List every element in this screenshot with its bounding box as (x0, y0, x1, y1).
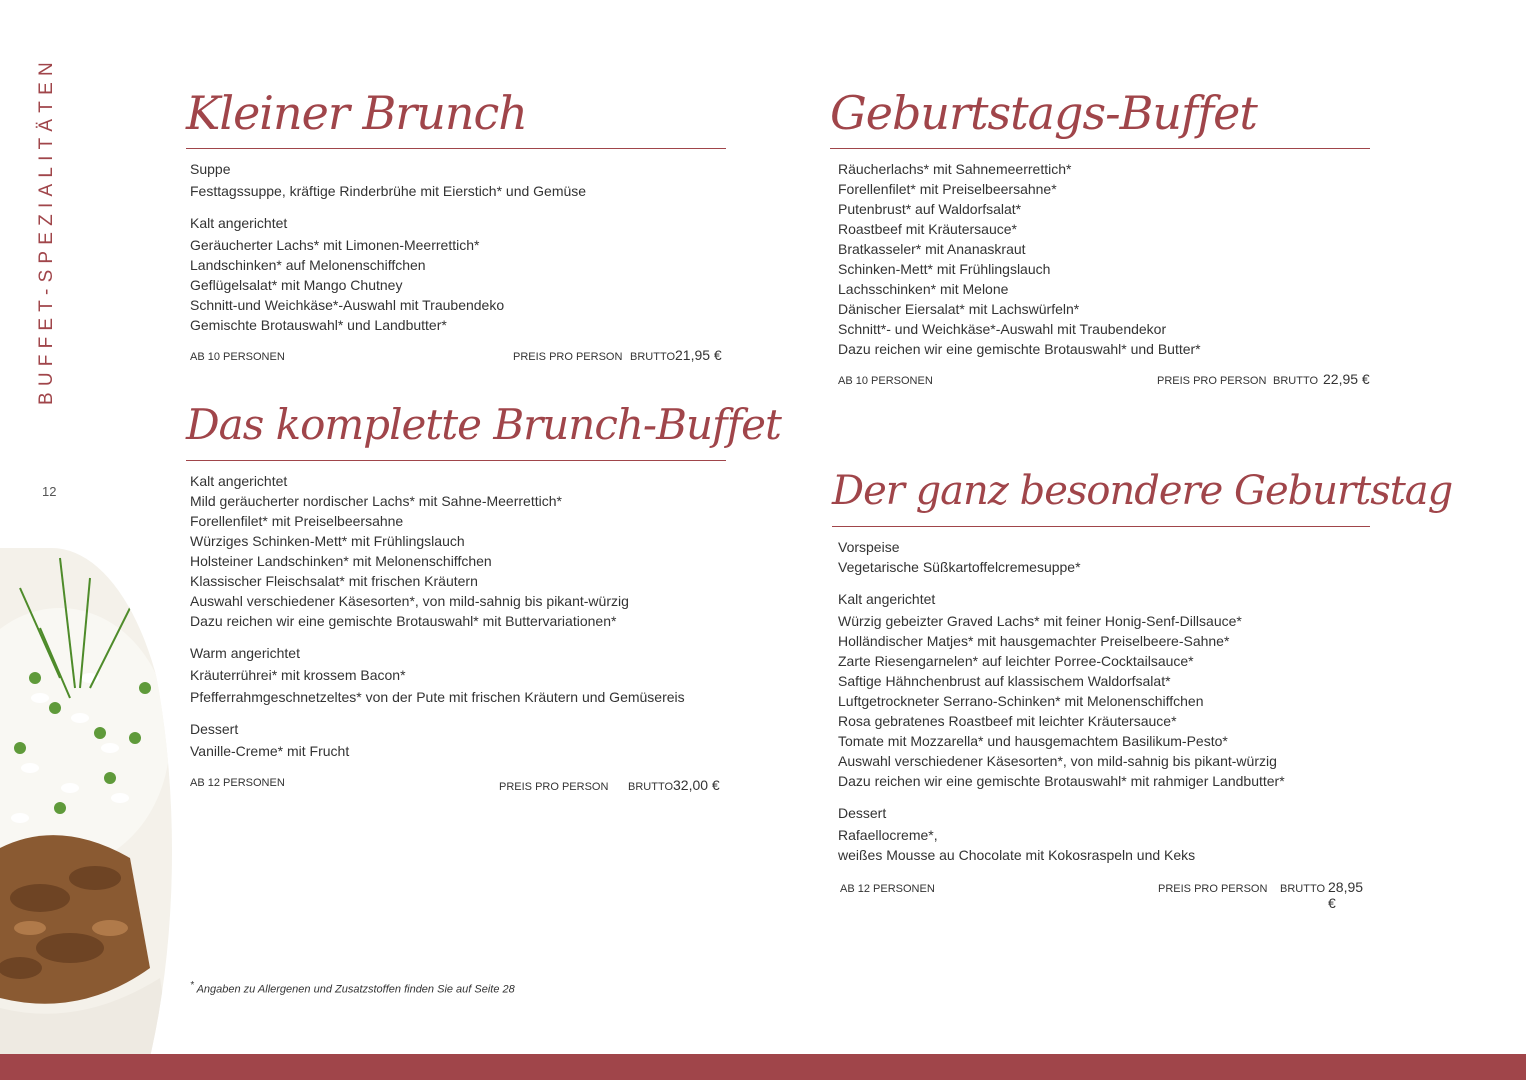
menu-item: Bratkasseler* mit Ananaskraut (838, 241, 1026, 257)
brutto-label: BRUTTO (1280, 883, 1326, 895)
menu-item: Gemischte Brotauswahl* und Landbutter* (190, 317, 447, 333)
menu-item: Dazu reichen wir eine gemischte Brotauswahl* mit rahmiger Landbutter* (838, 773, 1285, 789)
price-label: PREIS PRO PERSON (513, 351, 623, 363)
food-photo (0, 548, 172, 1054)
brutto-label: BRUTTO (1273, 375, 1319, 387)
menu-item: Dänischer Eiersalat* mit Lachswürfeln* (838, 301, 1080, 317)
menu-item: Forellenfilet* mit Preiselbeersahne* (838, 181, 1057, 197)
menu-item: Würziges Schinken-Mett* mit Frühlingslauch (190, 533, 465, 549)
menu-item: Roastbeef mit Kräutersauce* (838, 221, 1017, 237)
section-besonderer-geburtstag (832, 458, 1453, 911)
menu-item: Rosa gebratenes Roastbeef mit leichter Kräutersauce* (838, 713, 1177, 729)
price-amount: 22,95 € (1323, 371, 1370, 387)
price-row (190, 777, 726, 797)
menu-item: Forellenfilet* mit Preiselbeersahne (190, 513, 404, 529)
menu-item: Klassischer Fleischsalat* mit frischen Kräutern (190, 573, 478, 589)
menu-item: Vanille-Creme* mit Frucht (190, 743, 350, 759)
footnote-text: Angaben zu Allergenen und Zusatzstoffen finden Sie auf Seite 28 (196, 983, 515, 996)
section-title: Kleiner Brunch (186, 86, 527, 140)
bottom-bar (0, 1054, 1526, 1080)
menu-item: Zarte Riesengarnelen* auf leichter Porree-Cocktailsauce* (838, 653, 1194, 669)
menu-item: Räucherlachs* mit Sahnemeerrettich* (838, 161, 1072, 177)
category-heading: Vorspeise (838, 539, 900, 555)
brutto-label: BRUTTO (628, 781, 674, 793)
menu-item: Mild geräucherter nordischer Lachs* mit Sahne-Meerrettich* (190, 493, 562, 509)
menu-item: Luftgetrockneter Serrano-Schinken* mit Melonenschiffchen (838, 693, 1204, 709)
min-persons: AB 10 PERSONEN (190, 351, 285, 363)
side-title: BUFFET-SPEZIALITÄTEN (36, 56, 57, 405)
min-persons: AB 10 PERSONEN (838, 375, 933, 387)
price-row (190, 347, 726, 367)
section-brunch-buffet (186, 392, 781, 797)
menu-item: Holsteiner Landschinken* mit Melonenschiffchen (190, 553, 492, 569)
menu-item: Würzig gebeizter Graved Lachs* mit feiner Honig-Senf-Dillsauce* (838, 613, 1242, 629)
title-divider (186, 460, 726, 461)
menu-item: Putenbrust* auf Waldorfsalat* (838, 201, 1022, 217)
menu-item: Auswahl verschiedener Käsesorten*, von mild-sahnig bis pikant-würzig (838, 753, 1277, 769)
category-heading: Warm angerichtet (190, 645, 300, 661)
category-heading: Kalt angerichtet (190, 473, 288, 489)
menu-item: Geräucherter Lachs* mit Limonen-Meerrettich* (190, 237, 480, 253)
price-row (838, 879, 1370, 911)
min-persons: AB 12 PERSONEN (190, 777, 285, 789)
category-heading: Dessert (190, 721, 239, 737)
section-title: Geburtstags-Buffet (830, 86, 1257, 140)
menu-item: Vegetarische Süßkartoffelcremesuppe* (838, 559, 1081, 575)
menu-item: Schinken-Mett* mit Frühlingslauch (838, 261, 1051, 277)
menu-item: Schnitt-und Weichkäse*-Auswahl mit Traubendeko (190, 297, 505, 313)
category-heading: Kalt angerichtet (838, 591, 936, 607)
menu-item: Holländischer Matjes* mit hausgemachter Preiselbeere-Sahne* (838, 633, 1230, 649)
category-heading: Kalt angerichtet (190, 215, 288, 231)
footnote-marker: * (190, 980, 194, 991)
page-number: 12 (42, 484, 57, 499)
min-persons: AB 12 PERSONEN (840, 883, 935, 895)
title-divider (186, 148, 726, 149)
menu-item: Auswahl verschiedener Käsesorten*, von mild-sahnig bis pikant-würzig (190, 593, 629, 609)
price-row (838, 371, 1370, 391)
menu-item: Schnitt*- und Weichkäse*-Auswahl mit Traubendekor (838, 321, 1167, 337)
section-geburtstags-buffet (830, 80, 1370, 391)
price-label: PREIS PRO PERSON (1157, 375, 1267, 387)
menu-item: Landschinken* auf Melonenschiffchen (190, 257, 426, 273)
category-heading: Suppe (190, 161, 231, 177)
section-title: Der ganz besondere Geburtstag (832, 468, 1453, 514)
brutto-label: BRUTTO (630, 351, 676, 363)
price-label: PREIS PRO PERSON (499, 781, 609, 793)
menu-item: Lachsschinken* mit Melone (838, 281, 1009, 297)
price-amount: 21,95 € (675, 347, 722, 363)
price-label: PREIS PRO PERSON (1158, 883, 1268, 895)
price-amount: 28,95 € (1328, 879, 1364, 911)
menu-item: Dazu reichen wir eine gemischte Brotauswahl* und Butter* (838, 341, 1201, 357)
menu-item: Festtagssuppe, kräftige Rinderbrühe mit Eierstich* und Gemüse (190, 183, 587, 199)
menu-item: Saftige Hähnchenbrust auf klassischem Waldorfsalat* (838, 673, 1171, 689)
allergen-footnote (190, 980, 515, 996)
menu-item: Geflügelsalat* mit Mango Chutney (190, 277, 403, 293)
category-heading: Dessert (838, 805, 887, 821)
menu-item: Rafaellocreme*, (838, 827, 938, 843)
menu-item: weißes Mousse au Chocolate mit Kokosraspeln und Keks (838, 847, 1196, 863)
section-kleiner-brunch (186, 80, 726, 367)
menu-item: Tomate mit Mozzarella* und hausgemachtem Basilikum-Pesto* (838, 733, 1228, 749)
menu-item: Pfefferrahmgeschnetzeltes* von der Pute mit frischen Kräutern und Gemüsereis (190, 689, 685, 705)
menu-item: Dazu reichen wir eine gemischte Brotauswahl* mit Buttervariationen* (190, 613, 617, 629)
title-divider (832, 526, 1370, 527)
menu-item: Kräuterrührei* mit krossem Bacon* (190, 667, 406, 683)
price-amount: 32,00 € (673, 777, 720, 793)
title-divider (830, 148, 1370, 149)
section-title: Das komplette Brunch-Buffet (186, 400, 781, 449)
